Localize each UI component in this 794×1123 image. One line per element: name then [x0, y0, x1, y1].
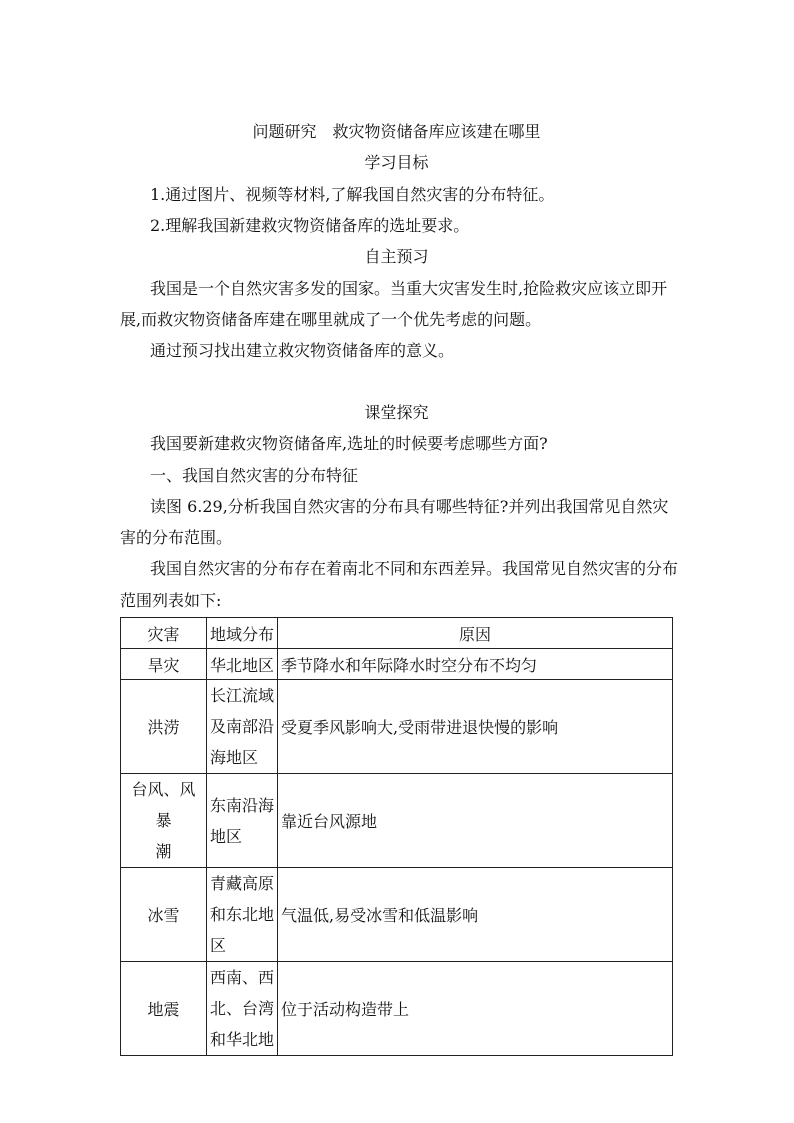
cell-text: 东南沿海	[210, 795, 275, 815]
cell-text: 长江流域	[210, 686, 275, 705]
disaster-table	[120, 617, 673, 1056]
table-header: 原因	[278, 618, 673, 649]
reason-cell: 季节降水和年际降水时空分布不均匀	[278, 649, 673, 680]
cell-text: 冰雪	[147, 906, 180, 925]
section-heading-preview: 自主预习	[364, 247, 429, 266]
section-heading-explore: 课堂探究	[364, 403, 429, 422]
paragraph-line: 读图 6.29,分析我国自然灾害的分布具有哪些特征?并列出我国常见自然灾	[150, 497, 669, 516]
region-cell	[207, 868, 278, 962]
cell-text: 台风、风暴	[131, 780, 196, 830]
document-title: 问题研究 救灾物资储备库应该建在哪里	[252, 122, 541, 141]
table-row	[121, 962, 673, 1056]
paragraph-line: 我国是一个自然灾害多发的国家。当重大灾害发生时,抢险救灾应该立即开	[150, 279, 668, 298]
cell-text: 华北地区	[210, 655, 275, 675]
disaster-cell	[121, 868, 207, 962]
reason-cell: 气温低,易受冰雪和低温影响	[278, 868, 673, 962]
cell-text: 及南部沿	[210, 717, 275, 736]
table-header-row	[121, 618, 673, 649]
table-row	[121, 868, 673, 962]
cell-text: 和东北地	[210, 905, 275, 924]
region-cell	[207, 680, 278, 774]
paragraph-line: 我国自然灾害的分布存在着南北不同和东西差异。我国常见自然灾害的分布	[150, 559, 679, 578]
paragraph-line: 我国要新建救灾物资储备库,选址的时候要考虑哪些方面?	[150, 434, 548, 453]
goal-item: 1.通过图片、视频等材料,了解我国自然灾害的分布特征。	[150, 185, 555, 204]
cell-text: 旱灾	[147, 655, 180, 675]
reason-cell: 受夏季风影响大,受雨带进退快慢的影响	[278, 680, 673, 774]
cell-text: 地区	[210, 826, 243, 846]
cell-text: 地震	[147, 1000, 180, 1019]
table-header: 地域分布	[207, 618, 278, 649]
cell-text: 青藏高原	[210, 874, 275, 893]
cell-text: 洪涝	[147, 718, 180, 737]
table-header: 灾害	[121, 618, 207, 649]
cell-text: 北、台湾	[210, 999, 275, 1018]
reason-cell: 位于活动构造带上	[278, 962, 673, 1056]
cell-text: 海地区	[210, 748, 259, 767]
table-row	[121, 649, 673, 680]
subsection-heading: 一、我国自然灾害的分布特征	[150, 466, 359, 485]
disaster-cell	[121, 649, 207, 680]
paragraph-line: 展,而救灾物资储备库建在哪里就成了一个优先考虑的问题。	[120, 310, 542, 329]
paragraph-line: 范围列表如下:	[120, 591, 222, 610]
cell-text: 西南、西	[210, 968, 275, 987]
reason-cell: 靠近台风源地	[278, 774, 673, 868]
cell-text: 潮	[155, 842, 172, 861]
region-cell	[207, 962, 278, 1056]
disaster-cell	[121, 774, 207, 868]
paragraph-line: 害的分布范围。	[120, 528, 233, 547]
region-cell	[207, 649, 278, 680]
table-row	[121, 680, 673, 774]
goal-item: 2.理解我国新建救灾物资储备库的选址要求。	[150, 216, 470, 235]
section-heading-goals: 学习目标	[364, 153, 429, 172]
disaster-cell	[121, 680, 207, 774]
region-cell	[207, 774, 278, 868]
disaster-cell	[121, 962, 207, 1056]
table-row	[121, 774, 673, 868]
cell-text: 区	[210, 936, 227, 955]
paragraph-line: 通过预习找出建立救灾物资储备库的意义。	[150, 341, 455, 360]
cell-text: 和华北地	[210, 1030, 275, 1049]
